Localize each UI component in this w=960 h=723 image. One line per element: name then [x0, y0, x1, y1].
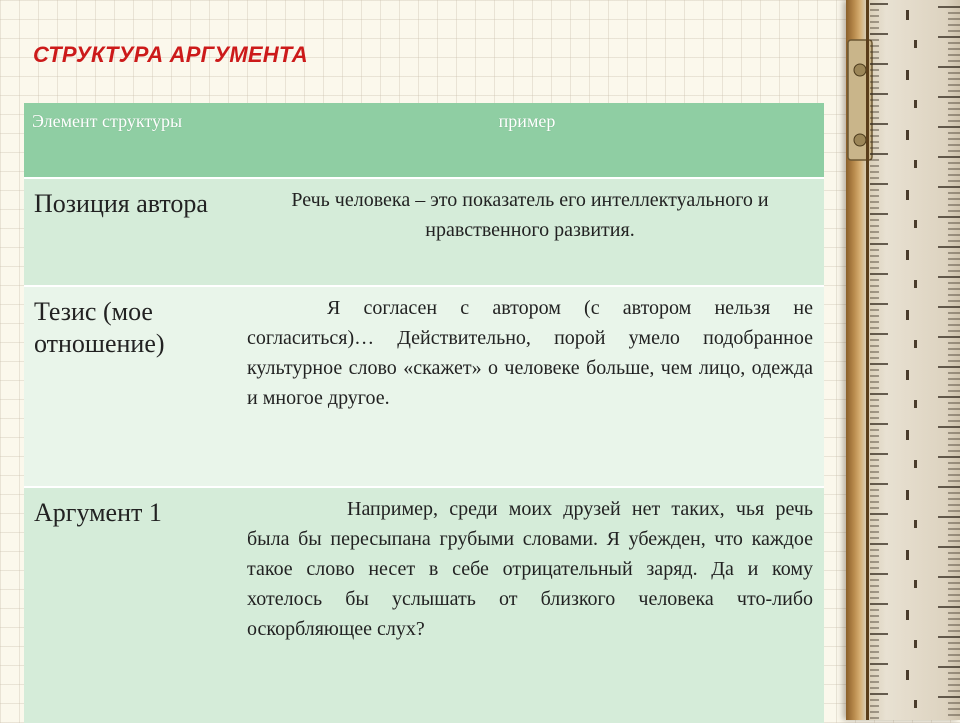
slide-title: СТРУКТУРА АРГУМЕНТА: [33, 42, 308, 67]
header-element: Элемент структуры: [24, 103, 230, 178]
header-example: пример: [230, 103, 824, 178]
row-label-author-position: Позиция автора: [34, 189, 208, 218]
row-example-thesis: Я согласен с автором (с автором нельзя не согласиться)… Действительно, порой умело подобранное культурное слово «скажет» о человеке больше, чем лицо, одежда и многое другое.: [247, 297, 813, 409]
table-row: [24, 487, 824, 723]
argument-structure-table: [24, 103, 824, 723]
table-row: [24, 178, 824, 286]
row-label-thesis: Тезис (мое отношение): [34, 297, 165, 358]
row-label-argument-1: Аргумент 1: [34, 498, 162, 527]
table-header-row: [24, 103, 824, 178]
row-example-argument-1: Например, среди моих друзей нет таких, чья речь была бы пересыпана грубыми словами. Я убежден, что каждое такое слово несет в себе отрицательный заряд. Да и кому хотелось бы услышать от близкого человека что-либо оскорбляющее слух?: [247, 498, 813, 640]
row-example-author-position: Речь человека – это показатель его интеллектуального и нравственного развития.: [291, 189, 769, 241]
ruler-ticks: [846, 0, 960, 720]
table-row: [24, 286, 824, 487]
ruler-icon: [846, 0, 960, 720]
